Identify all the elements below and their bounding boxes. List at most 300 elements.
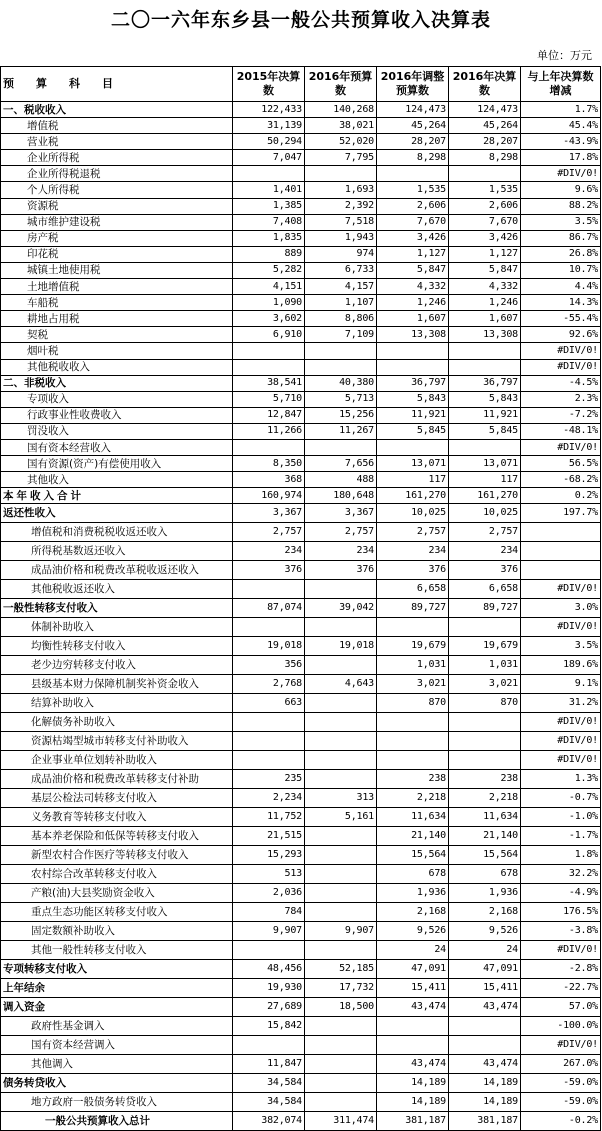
row-subject: 国有资本经营收入 [1, 439, 233, 455]
row-value-c2: 140,268 [305, 102, 377, 118]
row-value-c4: 13,308 [449, 327, 521, 343]
row-value-c5: 14.3% [521, 295, 601, 311]
row-value-c2 [305, 732, 377, 751]
row-value-c4: 1,031 [449, 656, 521, 675]
row-value-c5 [521, 523, 601, 542]
row-value-c4: 381,187 [449, 1112, 521, 1131]
row-subject: 返还性收入 [1, 504, 233, 523]
table-row [1, 789, 601, 808]
row-value-c2: 311,474 [305, 1112, 377, 1131]
row-subject: 企业所得税 [1, 150, 233, 166]
row-value-c5: 197.7% [521, 504, 601, 523]
row-value-c1: 2,768 [233, 675, 305, 694]
row-value-c5: 9.6% [521, 182, 601, 198]
row-subject: 罚没收入 [1, 423, 233, 439]
row-value-c1: 50,294 [233, 134, 305, 150]
row-value-c1: 19,930 [233, 979, 305, 998]
row-value-c2 [305, 1055, 377, 1074]
row-value-c2: 376 [305, 561, 377, 580]
row-value-c2: 1,107 [305, 295, 377, 311]
row-value-c3: 381,187 [377, 1112, 449, 1131]
table-header-row [1, 67, 601, 102]
row-value-c4 [449, 732, 521, 751]
table-row [1, 407, 601, 423]
row-value-c2 [305, 1017, 377, 1036]
row-value-c1: 1,090 [233, 295, 305, 311]
row-value-c3: 376 [377, 561, 449, 580]
table-row [1, 118, 601, 134]
row-value-c4: 678 [449, 865, 521, 884]
row-value-c3: 1,031 [377, 656, 449, 675]
row-value-c4: 2,757 [449, 523, 521, 542]
row-value-c4 [449, 618, 521, 637]
table-row [1, 198, 601, 214]
table-row [1, 488, 601, 504]
row-subject: 一般性转移支付收入 [1, 599, 233, 618]
row-value-c3: 1,535 [377, 182, 449, 198]
row-subject: 其他税收收入 [1, 359, 233, 375]
table-row [1, 618, 601, 637]
row-value-c4: 28,207 [449, 134, 521, 150]
table-row [1, 1093, 601, 1112]
row-value-c2 [305, 439, 377, 455]
row-value-c1 [233, 343, 305, 359]
row-value-c5: -43.9% [521, 134, 601, 150]
row-value-c2: 40,380 [305, 375, 377, 391]
row-subject: 国有资源(资产)有偿使用收入 [1, 456, 233, 472]
row-value-c4: 2,606 [449, 198, 521, 214]
row-value-c4: 6,658 [449, 580, 521, 599]
row-value-c5: 17.8% [521, 150, 601, 166]
table-row [1, 960, 601, 979]
row-value-c1: 7,408 [233, 214, 305, 230]
row-value-c4: 24 [449, 941, 521, 960]
row-value-c4: 1,607 [449, 311, 521, 327]
row-value-c2: 39,042 [305, 599, 377, 618]
row-value-c2 [305, 1093, 377, 1112]
row-value-c2: 974 [305, 246, 377, 262]
row-value-c5: -59.0% [521, 1093, 601, 1112]
row-value-c5: -1.0% [521, 808, 601, 827]
row-value-c4: 234 [449, 542, 521, 561]
row-value-c5: 189.6% [521, 656, 601, 675]
table-row [1, 675, 601, 694]
row-value-c1: 5,710 [233, 391, 305, 407]
row-subject: 上年结余 [1, 979, 233, 998]
row-value-c3: 6,658 [377, 580, 449, 599]
row-value-c4: 19,679 [449, 637, 521, 656]
row-value-c2: 9,907 [305, 922, 377, 941]
row-value-c5: #DIV/0! [521, 439, 601, 455]
row-value-c5: -0.2% [521, 1112, 601, 1131]
row-value-c2: 18,500 [305, 998, 377, 1017]
row-value-c4: 4,332 [449, 279, 521, 295]
row-value-c1: 6,910 [233, 327, 305, 343]
row-subject: 增值税 [1, 118, 233, 134]
row-value-c1: 48,456 [233, 960, 305, 979]
row-value-c3 [377, 439, 449, 455]
row-value-c3 [377, 751, 449, 770]
table-row [1, 423, 601, 439]
row-value-c5: 176.5% [521, 903, 601, 922]
table-row [1, 732, 601, 751]
row-value-c2 [305, 903, 377, 922]
row-value-c2 [305, 656, 377, 675]
row-value-c2: 52,020 [305, 134, 377, 150]
table-row [1, 1017, 601, 1036]
row-value-c2: 5,713 [305, 391, 377, 407]
table-row [1, 523, 601, 542]
row-value-c2: 52,185 [305, 960, 377, 979]
header-2016-adjusted: 2016年调整预算数 [377, 67, 449, 102]
row-value-c1: 368 [233, 472, 305, 488]
row-value-c1: 5,282 [233, 262, 305, 278]
row-value-c3: 14,189 [377, 1093, 449, 1112]
row-value-c5: -100.0% [521, 1017, 601, 1036]
table-row [1, 134, 601, 150]
row-value-c4: 376 [449, 561, 521, 580]
row-value-c4: 9,526 [449, 922, 521, 941]
row-value-c1: 356 [233, 656, 305, 675]
table-row [1, 375, 601, 391]
row-value-c4: 11,921 [449, 407, 521, 423]
row-value-c5: 0.2% [521, 488, 601, 504]
table-row [1, 214, 601, 230]
row-value-c3: 5,845 [377, 423, 449, 439]
row-value-c5: -3.8% [521, 922, 601, 941]
row-value-c2 [305, 580, 377, 599]
row-subject: 契税 [1, 327, 233, 343]
row-value-c3: 24 [377, 941, 449, 960]
row-value-c1: 38,541 [233, 375, 305, 391]
row-value-c3 [377, 343, 449, 359]
row-value-c4 [449, 1017, 521, 1036]
row-value-c1 [233, 618, 305, 637]
row-value-c2 [305, 751, 377, 770]
row-subject: 一、税收收入 [1, 102, 233, 118]
row-value-c5: 10.7% [521, 262, 601, 278]
row-value-c1: 1,401 [233, 182, 305, 198]
row-value-c4: 124,473 [449, 102, 521, 118]
row-value-c1: 235 [233, 770, 305, 789]
row-value-c1: 2,036 [233, 884, 305, 903]
row-value-c3: 21,140 [377, 827, 449, 846]
row-value-c2 [305, 865, 377, 884]
row-subject: 其他调入 [1, 1055, 233, 1074]
row-value-c3: 36,797 [377, 375, 449, 391]
row-value-c4: 1,535 [449, 182, 521, 198]
row-value-c2 [305, 846, 377, 865]
row-value-c3: 678 [377, 865, 449, 884]
row-subject: 其他一般性转移支付收入 [1, 941, 233, 960]
row-value-c2 [305, 359, 377, 375]
row-subject: 县级基本财力保障机制奖补资金收入 [1, 675, 233, 694]
row-value-c1: 513 [233, 865, 305, 884]
header-subject: 预 算 科 目 [1, 67, 233, 102]
row-subject: 地方政府一般债务转贷收入 [1, 1093, 233, 1112]
row-value-c1: 34,584 [233, 1093, 305, 1112]
row-value-c4: 1,936 [449, 884, 521, 903]
row-value-c5: 32.2% [521, 865, 601, 884]
table-row [1, 279, 601, 295]
row-value-c1 [233, 580, 305, 599]
table-row [1, 102, 601, 118]
row-value-c5: #DIV/0! [521, 1036, 601, 1055]
row-value-c3 [377, 713, 449, 732]
row-value-c4: 8,298 [449, 150, 521, 166]
row-value-c4: 1,127 [449, 246, 521, 262]
row-subject: 所得税基数返还收入 [1, 542, 233, 561]
row-subject: 化解债务补助收入 [1, 713, 233, 732]
row-subject: 固定数额补助收入 [1, 922, 233, 941]
row-value-c1 [233, 359, 305, 375]
row-value-c5: -7.2% [521, 407, 601, 423]
row-value-c4: 15,564 [449, 846, 521, 865]
row-value-c1: 8,350 [233, 456, 305, 472]
row-value-c5: 57.0% [521, 998, 601, 1017]
row-value-c1: 11,752 [233, 808, 305, 827]
row-value-c4: 47,091 [449, 960, 521, 979]
row-value-c1: 2,234 [233, 789, 305, 808]
table-row [1, 637, 601, 656]
row-subject: 二、非税收入 [1, 375, 233, 391]
row-value-c2 [305, 1074, 377, 1093]
table-row [1, 311, 601, 327]
row-value-c2 [305, 694, 377, 713]
row-value-c5: 9.1% [521, 675, 601, 694]
table-row [1, 327, 601, 343]
row-value-c4: 1,246 [449, 295, 521, 311]
row-value-c4 [449, 713, 521, 732]
table-row [1, 770, 601, 789]
table-row [1, 1055, 601, 1074]
row-value-c3: 13,308 [377, 327, 449, 343]
table-row [1, 751, 601, 770]
row-value-c3: 9,526 [377, 922, 449, 941]
table-row [1, 922, 601, 941]
row-value-c5: #DIV/0! [521, 941, 601, 960]
table-row [1, 295, 601, 311]
row-value-c2: 4,643 [305, 675, 377, 694]
row-value-c1: 7,047 [233, 150, 305, 166]
row-value-c4 [449, 439, 521, 455]
row-subject: 均衡性转移支付收入 [1, 637, 233, 656]
row-value-c1 [233, 439, 305, 455]
table-row [1, 262, 601, 278]
table-row [1, 439, 601, 455]
row-subject: 烟叶税 [1, 343, 233, 359]
row-subject: 结算补助收入 [1, 694, 233, 713]
row-value-c3: 3,021 [377, 675, 449, 694]
row-value-c2 [305, 941, 377, 960]
row-value-c3: 2,218 [377, 789, 449, 808]
row-value-c2: 7,656 [305, 456, 377, 472]
row-value-c1: 160,974 [233, 488, 305, 504]
row-subject: 国有资本经营调入 [1, 1036, 233, 1055]
table-row [1, 230, 601, 246]
table-row [1, 504, 601, 523]
row-value-c5: -55.4% [521, 311, 601, 327]
row-value-c3: 1,127 [377, 246, 449, 262]
row-value-c1: 3,602 [233, 311, 305, 327]
row-value-c3: 2,757 [377, 523, 449, 542]
row-value-c5: -48.1% [521, 423, 601, 439]
row-subject: 其他税收返还收入 [1, 580, 233, 599]
row-value-c3: 10,025 [377, 504, 449, 523]
row-value-c2: 1,693 [305, 182, 377, 198]
unit-label: 单位：万元 [537, 49, 592, 62]
row-value-c5: -2.8% [521, 960, 601, 979]
row-value-c3: 238 [377, 770, 449, 789]
table-row [1, 1112, 601, 1131]
row-value-c5 [521, 542, 601, 561]
row-value-c4: 21,140 [449, 827, 521, 846]
row-value-c4: 10,025 [449, 504, 521, 523]
row-subject: 基层公检法司转移支付收入 [1, 789, 233, 808]
row-value-c3: 1,936 [377, 884, 449, 903]
row-subject: 专项转移支付收入 [1, 960, 233, 979]
row-value-c2: 15,256 [305, 407, 377, 423]
row-value-c2: 3,367 [305, 504, 377, 523]
row-value-c5: -22.7% [521, 979, 601, 998]
row-value-c2: 7,109 [305, 327, 377, 343]
row-value-c3: 43,474 [377, 1055, 449, 1074]
table-row [1, 561, 601, 580]
table-row [1, 827, 601, 846]
row-value-c4: 3,021 [449, 675, 521, 694]
row-value-c1: 889 [233, 246, 305, 262]
row-value-c2: 1,943 [305, 230, 377, 246]
row-value-c5: 1.8% [521, 846, 601, 865]
row-value-c3: 15,411 [377, 979, 449, 998]
row-value-c5: 3.5% [521, 214, 601, 230]
row-value-c3: 234 [377, 542, 449, 561]
row-value-c5: 267.0% [521, 1055, 601, 1074]
row-value-c1: 784 [233, 903, 305, 922]
row-value-c5: 88.2% [521, 198, 601, 214]
row-value-c2: 5,161 [305, 808, 377, 827]
row-subject: 农村综合改革转移支付收入 [1, 865, 233, 884]
row-value-c5: 56.5% [521, 456, 601, 472]
row-value-c5 [521, 561, 601, 580]
row-value-c4: 238 [449, 770, 521, 789]
row-value-c4: 11,634 [449, 808, 521, 827]
row-value-c4: 14,189 [449, 1074, 521, 1093]
table-row [1, 884, 601, 903]
row-subject: 增值税和消费税税收返还收入 [1, 523, 233, 542]
row-value-c4: 89,727 [449, 599, 521, 618]
row-value-c1: 9,907 [233, 922, 305, 941]
row-subject: 印花税 [1, 246, 233, 262]
row-value-c5: 1.3% [521, 770, 601, 789]
row-value-c5: 31.2% [521, 694, 601, 713]
table-row [1, 599, 601, 618]
row-value-c3: 124,473 [377, 102, 449, 118]
table-row [1, 580, 601, 599]
row-value-c2: 11,267 [305, 423, 377, 439]
row-value-c1: 19,018 [233, 637, 305, 656]
row-value-c2: 19,018 [305, 637, 377, 656]
row-value-c1: 21,515 [233, 827, 305, 846]
row-value-c4: 117 [449, 472, 521, 488]
table-row [1, 182, 601, 198]
table-row [1, 1036, 601, 1055]
row-value-c3 [377, 1036, 449, 1055]
row-value-c4: 5,847 [449, 262, 521, 278]
row-value-c5: 3.0% [521, 599, 601, 618]
row-value-c1: 11,266 [233, 423, 305, 439]
row-value-c4: 15,411 [449, 979, 521, 998]
row-value-c3: 8,298 [377, 150, 449, 166]
header-2015-final: 2015年决算数 [233, 67, 305, 102]
row-subject: 新型农村合作医疗等转移支付收入 [1, 846, 233, 865]
row-value-c5: #DIV/0! [521, 751, 601, 770]
row-value-c1: 2,757 [233, 523, 305, 542]
row-value-c3: 1,246 [377, 295, 449, 311]
table-row [1, 998, 601, 1017]
table-row [1, 808, 601, 827]
row-subject: 其他收入 [1, 472, 233, 488]
row-value-c2: 488 [305, 472, 377, 488]
row-subject: 老少边穷转移支付收入 [1, 656, 233, 675]
row-value-c4: 5,845 [449, 423, 521, 439]
table-row [1, 246, 601, 262]
row-value-c5: -1.7% [521, 827, 601, 846]
row-value-c5: #DIV/0! [521, 580, 601, 599]
row-value-c2: 234 [305, 542, 377, 561]
row-value-c4 [449, 1036, 521, 1055]
row-value-c1: 122,433 [233, 102, 305, 118]
table-row [1, 979, 601, 998]
row-value-c4: 43,474 [449, 1055, 521, 1074]
row-value-c1: 34,584 [233, 1074, 305, 1093]
row-value-c2: 180,648 [305, 488, 377, 504]
row-value-c4: 2,218 [449, 789, 521, 808]
row-value-c5: 45.4% [521, 118, 601, 134]
row-value-c2: 6,733 [305, 262, 377, 278]
row-value-c2: 7,518 [305, 214, 377, 230]
row-value-c4 [449, 359, 521, 375]
row-value-c3: 7,670 [377, 214, 449, 230]
row-value-c2 [305, 770, 377, 789]
row-value-c2 [305, 166, 377, 182]
table-row [1, 166, 601, 182]
row-subject: 车船税 [1, 295, 233, 311]
row-value-c4: 3,426 [449, 230, 521, 246]
row-value-c5: 86.7% [521, 230, 601, 246]
row-value-c3: 28,207 [377, 134, 449, 150]
row-subject: 政府性基金调入 [1, 1017, 233, 1036]
row-subject: 城镇土地使用税 [1, 262, 233, 278]
row-value-c5: #DIV/0! [521, 343, 601, 359]
row-value-c3 [377, 359, 449, 375]
row-value-c2: 2,392 [305, 198, 377, 214]
row-value-c4: 43,474 [449, 998, 521, 1017]
row-value-c2 [305, 1036, 377, 1055]
table-row [1, 456, 601, 472]
row-value-c3: 47,091 [377, 960, 449, 979]
row-value-c4: 45,264 [449, 118, 521, 134]
row-value-c5: #DIV/0! [521, 166, 601, 182]
row-value-c5: 3.5% [521, 637, 601, 656]
row-subject: 基本养老保险和低保等转移支付收入 [1, 827, 233, 846]
revenue-table [0, 66, 601, 1131]
row-subject: 个人所得税 [1, 182, 233, 198]
row-value-c5: #DIV/0! [521, 618, 601, 637]
row-value-c3: 2,168 [377, 903, 449, 922]
row-value-c3: 14,189 [377, 1074, 449, 1093]
row-value-c5: #DIV/0! [521, 713, 601, 732]
